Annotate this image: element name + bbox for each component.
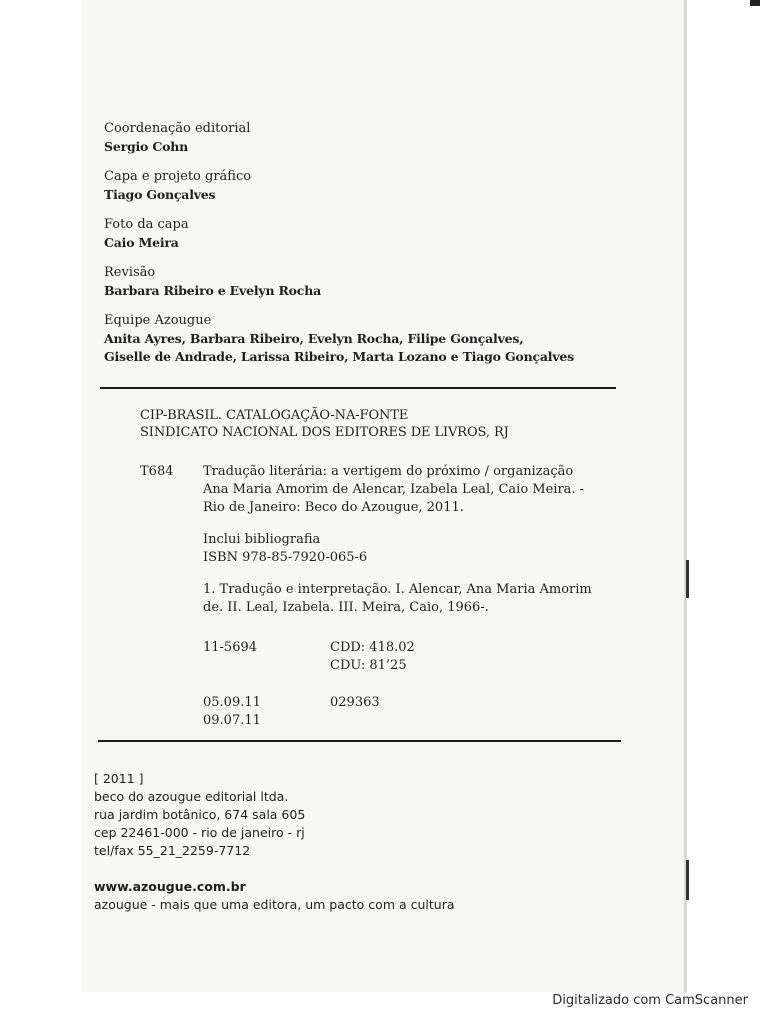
imprint-line: tel/fax 55_21_2259-7712 xyxy=(94,843,251,858)
catalog-line: Rio de Janeiro: Beco do Azougue, 2011. xyxy=(203,500,464,515)
catalog-paragraph xyxy=(203,531,623,567)
page-edge xyxy=(684,0,687,992)
imprint-line: beco do azougue editorial ltda. xyxy=(94,789,289,804)
editorial-credits xyxy=(104,120,574,378)
divider-top xyxy=(100,387,616,389)
cip-header xyxy=(140,407,509,441)
cip-header-line: SINDICATO NACIONAL DOS EDITORES DE LIVROS, RJ xyxy=(140,425,509,440)
credit-block xyxy=(104,216,574,252)
catalog-line: de. II. Leal, Izabela. III. Meira, Caio, 1966-. xyxy=(203,600,489,615)
credit-block xyxy=(104,312,574,366)
credit-role: Coordenação editorial xyxy=(104,121,251,136)
credit-name: Giselle de Andrade, Larissa Ribeiro, Marta Lozano e Tiago Gonçalves xyxy=(104,349,574,364)
imprint-line: rua jardim botânico, 674 sala 605 xyxy=(94,807,306,822)
credit-role: Equipe Azougue xyxy=(104,313,212,328)
credit-name: Tiago Gonçalves xyxy=(104,187,216,202)
catalog-paragraph xyxy=(203,463,623,517)
cdu-classification: CDU: 81’25 xyxy=(330,658,407,673)
credit-role: Foto da capa xyxy=(104,217,189,232)
scan-edge-mark xyxy=(686,860,689,900)
catalog-line: Tradução literária: a vertigem do próximo / organização xyxy=(203,464,574,479)
website-url: www.azougue.com.br xyxy=(94,879,246,894)
catalog-code: T684 xyxy=(140,464,174,479)
catalog-line: Ana Maria Amorim de Alencar, Izabela Leal, Caio Meira. - xyxy=(203,482,585,497)
credit-block xyxy=(104,264,574,300)
catalog-record-number: 029363 xyxy=(330,695,380,710)
divider-bottom xyxy=(98,740,621,742)
catalog-description xyxy=(203,463,623,631)
cdd-classification: CDD: 418.02 xyxy=(330,640,415,655)
scan-edge-mark xyxy=(686,560,689,598)
credit-block xyxy=(104,120,574,156)
credit-name: Anita Ayres, Barbara Ribeiro, Evelyn Rocha, Filipe Gonçalves, xyxy=(104,331,524,346)
catalog-paragraph xyxy=(203,581,623,617)
catalog-date: 09.07.11 xyxy=(203,713,261,728)
cip-header-line: CIP-BRASIL. CATALOGAÇÃO-NA-FONTE xyxy=(140,408,409,423)
catalog-number: 11-5694 xyxy=(203,640,258,655)
publisher-web xyxy=(94,878,455,914)
publisher-tagline: azougue - mais que uma editora, um pacto com a cultura xyxy=(94,897,455,912)
credit-name: Caio Meira xyxy=(104,235,179,250)
scan-edge-mark xyxy=(750,0,760,6)
scanner-watermark: Digitalizado com CamScanner xyxy=(552,993,748,1008)
credit-block xyxy=(104,168,574,204)
credit-name: Sergio Cohn xyxy=(104,139,189,154)
catalog-date: 05.09.11 xyxy=(203,695,261,710)
publisher-imprint xyxy=(94,770,305,860)
catalog-line: ISBN 978-85-7920-065-6 xyxy=(203,550,368,565)
credit-role: Capa e projeto gráfico xyxy=(104,169,252,184)
catalog-line: 1. Tradução e interpretação. I. Alencar, Ana Maria Amorim xyxy=(203,582,592,597)
imprint-year: [ 2011 ] xyxy=(94,771,144,786)
imprint-line: cep 22461-000 - rio de janeiro - rj xyxy=(94,825,305,840)
catalog-line: Inclui bibliografia xyxy=(203,532,321,547)
credit-name: Barbara Ribeiro e Evelyn Rocha xyxy=(104,283,322,298)
credit-role: Revisão xyxy=(104,265,156,280)
